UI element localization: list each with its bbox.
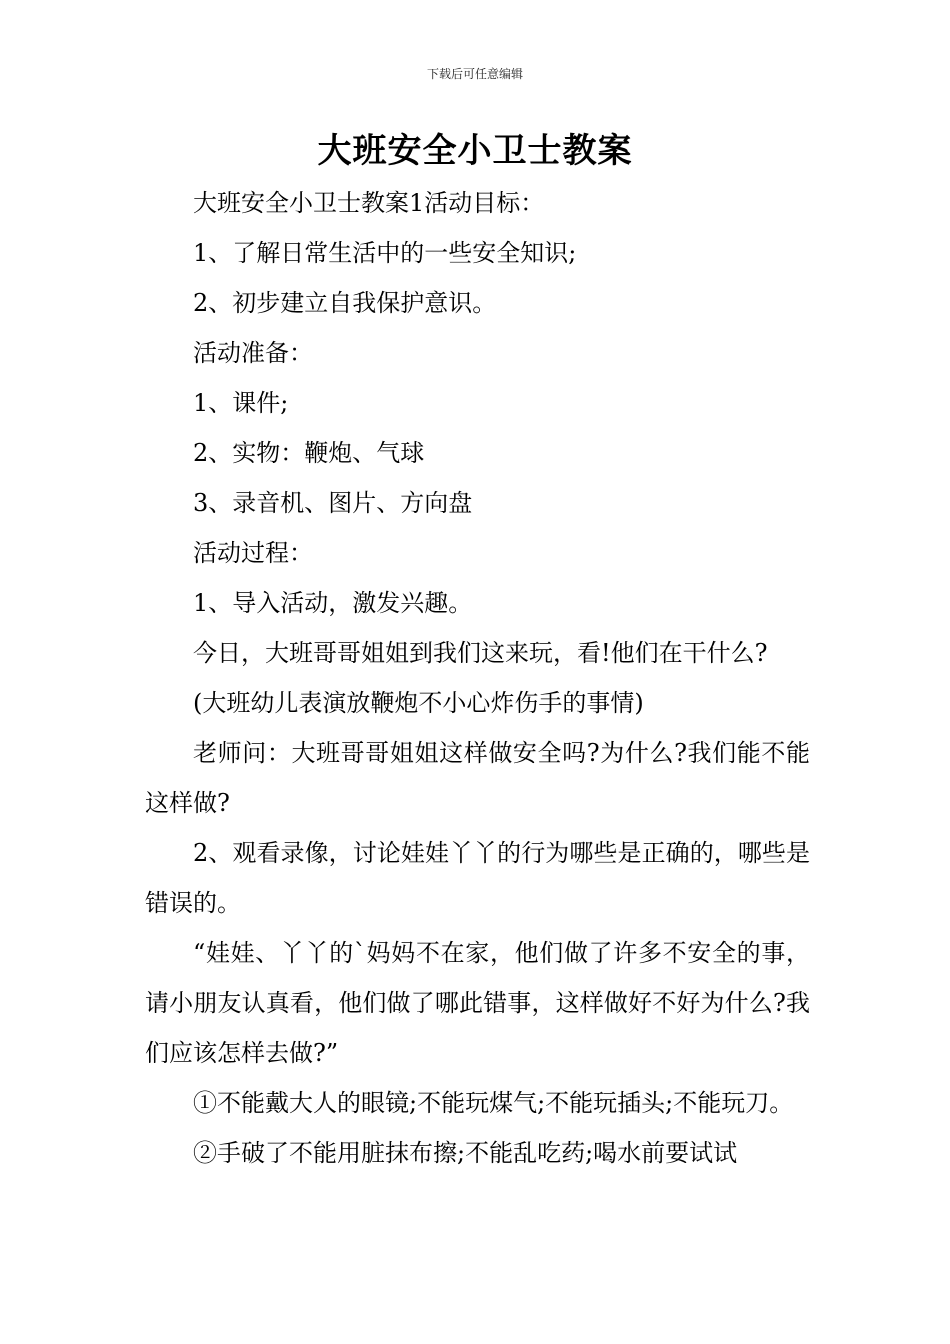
paragraph-teacher-question: 老师问：大班哥哥姐姐这样做安全吗?为什么?我们能不能这样做? xyxy=(145,739,810,817)
paragraph-objectives-heading: 大班安全小卫士教案1活动目标： xyxy=(193,189,545,217)
paragraph-process-heading: 活动过程： xyxy=(193,539,313,567)
paragraph-today: 今日，大班哥哥姐姐到我们这来玩，看!他们在干什么? xyxy=(193,639,768,667)
document-body xyxy=(145,178,810,1178)
paragraph-objective-2: 2、初步建立自我保护意识。 xyxy=(193,289,497,317)
paragraph-preparation-heading: 活动准备： xyxy=(193,339,313,367)
paragraph-preparation-3: 3、录音机、图片、方向盘 xyxy=(193,489,473,517)
paragraph-preparation-1: 1、课件; xyxy=(193,389,289,417)
paragraph-performance: (大班幼儿表演放鞭炮不小心炸伤手的事情) xyxy=(193,689,644,717)
paragraph-objective-1: 1、了解日常生活中的一些安全知识; xyxy=(193,239,577,267)
paragraph-process-1: 1、导入活动，激发兴趣。 xyxy=(193,589,473,617)
paragraph-quote: “娃娃、丫丫的`妈妈不在家，他们做了许多不安全的事，请小朋友认真看，他们做了哪此错事，这样做好不好为什么?我们应该怎样去做?” xyxy=(145,939,810,1067)
paragraph-rule-2: ②手破了不能用脏抹布擦;不能乱吃药;喝水前要试试 xyxy=(193,1139,738,1167)
paragraph-rule-1: ①不能戴大人的眼镜;不能玩煤气;不能玩插头;不能玩刀。 xyxy=(193,1089,794,1117)
paragraph-preparation-2: 2、实物：鞭炮、气球 xyxy=(193,439,425,467)
header-note: 下载后可任意编辑 xyxy=(426,67,523,81)
paragraph-process-2: 2、观看录像，讨论娃娃丫丫的行为哪些是正确的，哪些是错误的。 xyxy=(145,839,810,917)
document-title: 大班安全小卫士教案 xyxy=(317,131,633,171)
